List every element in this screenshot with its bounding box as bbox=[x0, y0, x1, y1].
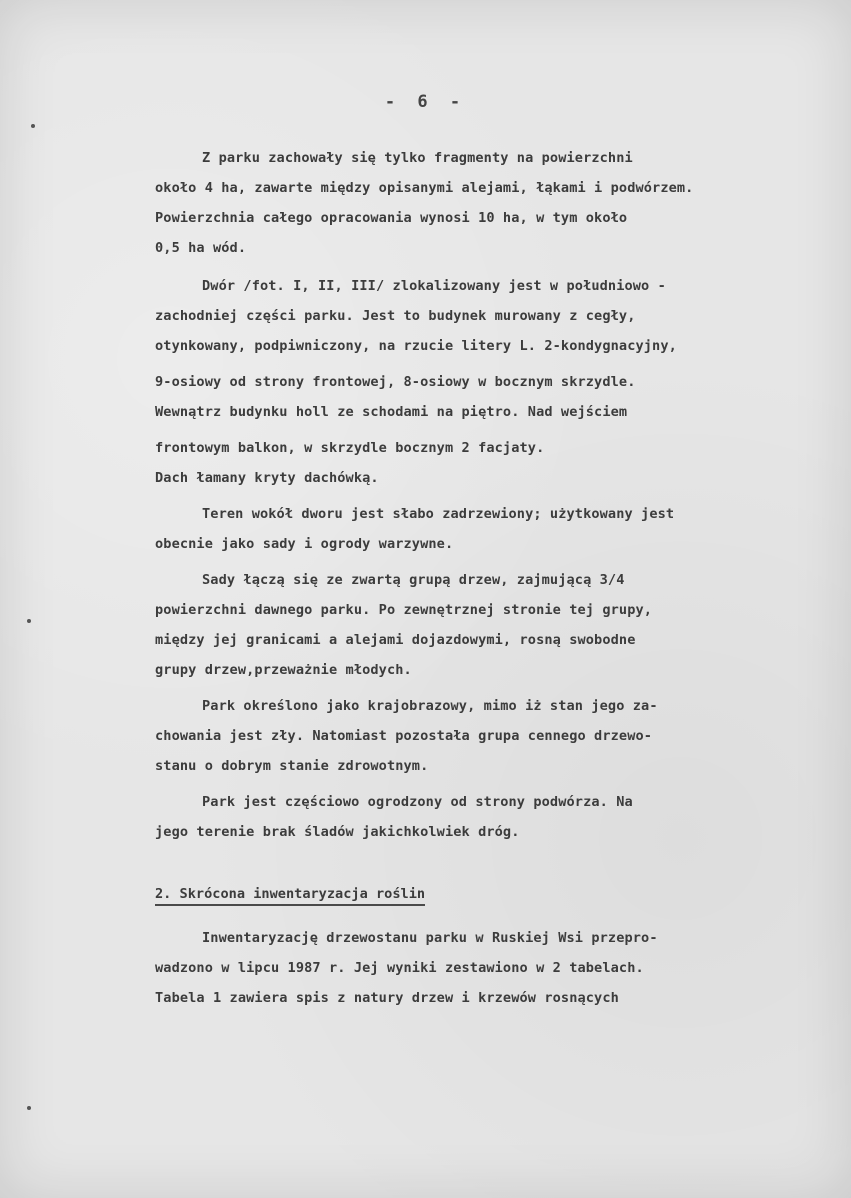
text-line: Park określono jako krajobrazowy, mimo iż stan jego za- bbox=[202, 698, 658, 714]
text-line: Inwentaryzację drzewostanu parku w Ruskiej Wsi przepro- bbox=[202, 930, 658, 946]
paragraph bbox=[155, 923, 825, 1013]
text-line: Tabela 1 zawiera spis z natury drzew i krzewów rosnących bbox=[155, 990, 619, 1006]
paragraph bbox=[155, 271, 825, 493]
section-heading bbox=[155, 879, 825, 909]
paragraph bbox=[155, 691, 825, 781]
text-line: 9-osiowy od strony frontowej, 8-osiowy w bocznym skrzydle. bbox=[155, 374, 636, 390]
punch-mark bbox=[31, 124, 35, 128]
text-line: 0,5 ha wód. bbox=[155, 240, 247, 256]
section-heading-text: 2. Skrócona inwentaryzacja roślin bbox=[155, 886, 425, 906]
document-body bbox=[155, 143, 825, 1013]
page-number: - 6 - bbox=[384, 92, 467, 112]
text-line: stanu o dobrym stanie zdrowotnym. bbox=[155, 758, 429, 774]
text-line: Powierzchnia całego opracowania wynosi 10 ha, w tym około bbox=[155, 210, 628, 226]
text-line: grupy drzew,przeważnie młodych. bbox=[155, 662, 412, 678]
text-line: obecnie jako sady i ogrody warzywne. bbox=[155, 536, 454, 552]
text-line: Park jest częściowo ogrodzony od strony podwórza. Na bbox=[202, 794, 633, 810]
text-line: jego terenie brak śladów jakichkolwiek dróg. bbox=[155, 824, 520, 840]
text-line: powierzchni dawnego parku. Po zewnętrznej stronie tej grupy, bbox=[155, 602, 653, 618]
paragraph bbox=[155, 565, 825, 685]
punch-mark bbox=[27, 1106, 31, 1110]
text-line: frontowym balkon, w skrzydle bocznym 2 facjaty. bbox=[155, 440, 545, 456]
text-line: Dwór /fot. I, II, III/ zlokalizowany jest w południowo - bbox=[202, 278, 666, 294]
text-line: wadzono w lipcu 1987 r. Jej wyniki zestawiono w 2 tabelach. bbox=[155, 960, 644, 976]
text-line: otynkowany, podpiwniczony, na rzucie litery L. 2-kondygnacyjny, bbox=[155, 338, 677, 354]
text-line: około 4 ha, zawarte między opisanymi alejami, łąkami i podwórzem. bbox=[155, 180, 694, 196]
text-line: między jej granicami a alejami dojazdowymi, rosną swobodne bbox=[155, 632, 636, 648]
paragraph bbox=[155, 143, 825, 263]
text-line: Dach łamany kryty dachówką. bbox=[155, 470, 379, 486]
punch-mark bbox=[27, 619, 31, 623]
paragraph bbox=[155, 787, 825, 847]
text-line: zachodniej części parku. Jest to budynek murowany z cegły, bbox=[155, 308, 636, 324]
text-line: Z parku zachowały się tylko fragmenty na powierzchni bbox=[202, 150, 633, 166]
paragraph bbox=[155, 499, 825, 559]
text-line: Wewnątrz budynku holl ze schodami na piętro. Nad wejściem bbox=[155, 404, 628, 420]
text-line: Sady łączą się ze zwartą grupą drzew, zajmującą 3/4 bbox=[202, 572, 625, 588]
text-line: chowania jest zły. Natomiast pozostała grupa cennego drzewo- bbox=[155, 728, 653, 744]
text-line: Teren wokół dworu jest słabo zadrzewiony; użytkowany jest bbox=[202, 506, 675, 522]
